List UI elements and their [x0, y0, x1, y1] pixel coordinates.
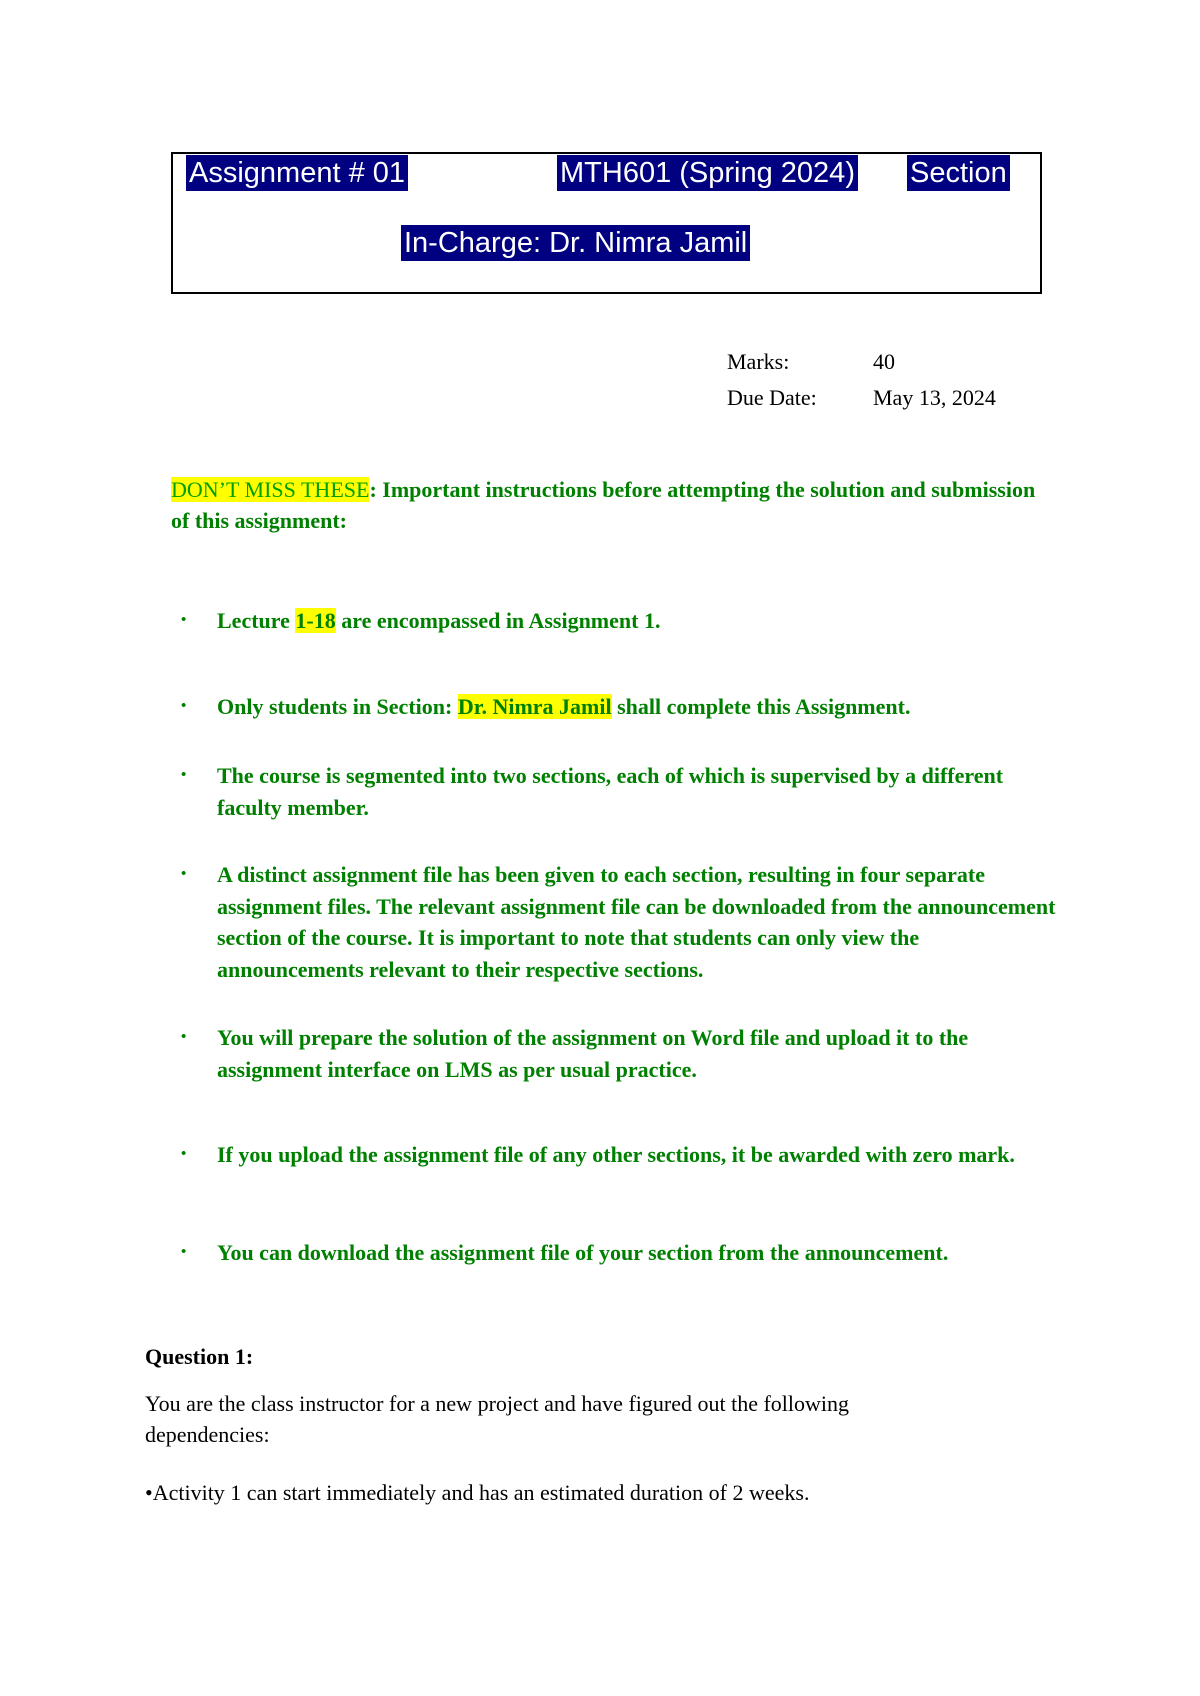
bullet-icon: •	[181, 1244, 187, 1260]
bullet-icon: •	[181, 1029, 187, 1045]
marks-label: Marks:	[727, 349, 790, 374]
question-text: You are the class instructor for a new project and have figured out the following dependencies:	[145, 1391, 850, 1447]
intro-text: : Important instructions before attempting the solution and submission of this assignment:	[171, 477, 1036, 533]
bullet-icon: •	[181, 698, 187, 714]
course-code: MTH601 (Spring 2024)	[557, 155, 858, 191]
instructions-intro	[171, 474, 1051, 536]
item-text: If you upload the assignment file of any other sections, it be awarded with zero mark.	[217, 1142, 1015, 1167]
item-text: You will prepare the solution of the assignment on Word file and upload it to the assignment interface on LMS as per usual practice.	[217, 1025, 969, 1082]
item-text: You can download the assignment file of your section from the announcement.	[217, 1240, 949, 1265]
bullet-icon: •	[181, 767, 187, 783]
dont-miss-highlight: DON’T MISS THESE	[171, 477, 370, 502]
question-item: •Activity 1 can start immediately and has an estimated duration of 2 weeks.	[145, 1480, 810, 1505]
due-date-label: Due Date:	[727, 385, 817, 410]
item-text: Only students in Section:	[217, 694, 458, 719]
due-date-value: May 13, 2024	[873, 385, 996, 410]
section-label: Section	[907, 155, 1010, 191]
item-highlight: Dr. Nimra Jamil	[457, 694, 612, 719]
bullet-icon: •	[181, 1146, 187, 1162]
assignment-number: Assignment # 01	[186, 155, 408, 191]
item-text: Lecture	[217, 608, 296, 633]
item-text: shall complete this Assignment.	[611, 694, 911, 719]
question-title: Question 1:	[145, 1344, 254, 1369]
marks-value: 40	[873, 349, 895, 374]
item-text: The course is segmented into two sections, each of which is supervised by a different faculty member.	[217, 763, 1004, 820]
item-text: are encompassed in Assignment 1.	[335, 608, 661, 633]
in-charge: In-Charge: Dr. Nimra Jamil	[401, 225, 750, 261]
item-text: A distinct assignment file has been given to each section, resulting in four separate assignment files. The relevant assignment file can be downloaded from the announcement section of the course. It is important to note that students can only view the announcements relevant to their respective sections.	[217, 862, 1056, 982]
bullet-icon: •	[181, 612, 187, 628]
bullet-icon: •	[181, 866, 187, 882]
item-highlight: 1-18	[295, 608, 336, 633]
